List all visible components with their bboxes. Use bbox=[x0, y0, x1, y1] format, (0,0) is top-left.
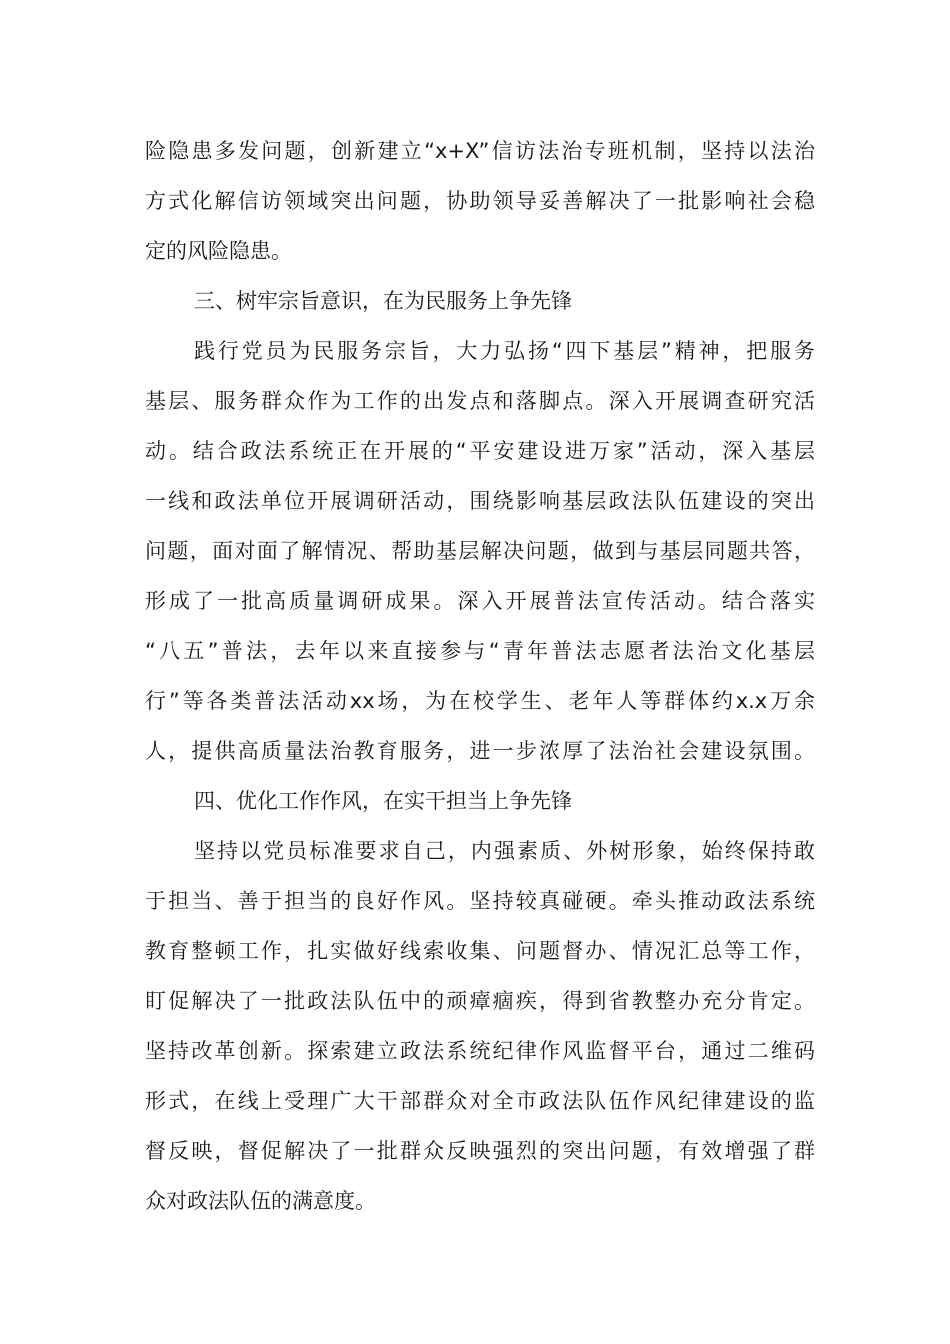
paragraph-line: 险隐患多发问题，创新建立“x+X”信访法治专班机制，坚持以法治 bbox=[145, 139, 815, 163]
paragraph-line: 一线和政法单位开展调研活动，围绕影响基层政法队伍建设的突出 bbox=[145, 489, 815, 513]
paragraph-line: “八五”普法，去年以来直接参与“青年普法志愿者法治文化基层 bbox=[145, 639, 815, 663]
paragraph-line: 盯促解决了一批政法队伍中的顽瘴痼疾，得到省教整办充分肯定。 bbox=[145, 989, 815, 1013]
paragraph-line: 于担当、善于担当的良好作风。坚持较真碰硬。牵头推动政法系统 bbox=[145, 889, 815, 913]
paragraph-line: 基层、服务群众作为工作的出发点和落脚点。深入开展调查研究活 bbox=[145, 389, 815, 413]
paragraph-line: 坚持以党员标准要求自己，内强素质、外树形象，始终保持敢 bbox=[194, 839, 815, 863]
paragraph-line: 人，提供高质量法治教育服务，进一步浓厚了法治社会建设氛围。 bbox=[145, 739, 815, 763]
paragraph-line: 行”等各类普法活动xx场，为在校学生、老年人等群体约x.x万余 bbox=[145, 689, 815, 713]
paragraph-line: 众对政法队伍的满意度。 bbox=[145, 1189, 376, 1213]
paragraph-line: 践行党员为民服务宗旨，大力弘扬“四下基层”精神，把服务 bbox=[194, 339, 815, 363]
paragraph-line: 形式，在线上受理广大干部群众对全市政法队伍作风纪律建设的监 bbox=[145, 1089, 815, 1113]
section-heading: 四、优化工作作风，在实干担当上争先锋 bbox=[194, 789, 572, 813]
section-heading: 三、树牢宗旨意识，在为民服务上争先锋 bbox=[194, 289, 572, 313]
paragraph-line: 动。结合政法系统正在开展的“平安建设进万家”活动，深入基层 bbox=[145, 439, 815, 463]
paragraph-line: 坚持改革创新。探索建立政法系统纪律作风监督平台，通过二维码 bbox=[145, 1039, 815, 1063]
paragraph-line: 形成了一批高质量调研成果。深入开展普法宣传活动。结合落实 bbox=[145, 589, 815, 613]
paragraph-line: 问题，面对面了解情况、帮助基层解决问题，做到与基层同题共答， bbox=[145, 539, 815, 563]
paragraph-line: 教育整顿工作，扎实做好线索收集、问题督办、情况汇总等工作， bbox=[145, 939, 815, 963]
paragraph-line: 定的风险隐患。 bbox=[145, 239, 292, 263]
paragraph-line: 方式化解信访领域突出问题，协助领导妥善解决了一批影响社会稳 bbox=[145, 189, 815, 213]
paragraph-line: 督反映，督促解决了一批群众反映强烈的突出问题，有效增强了群 bbox=[145, 1139, 815, 1163]
